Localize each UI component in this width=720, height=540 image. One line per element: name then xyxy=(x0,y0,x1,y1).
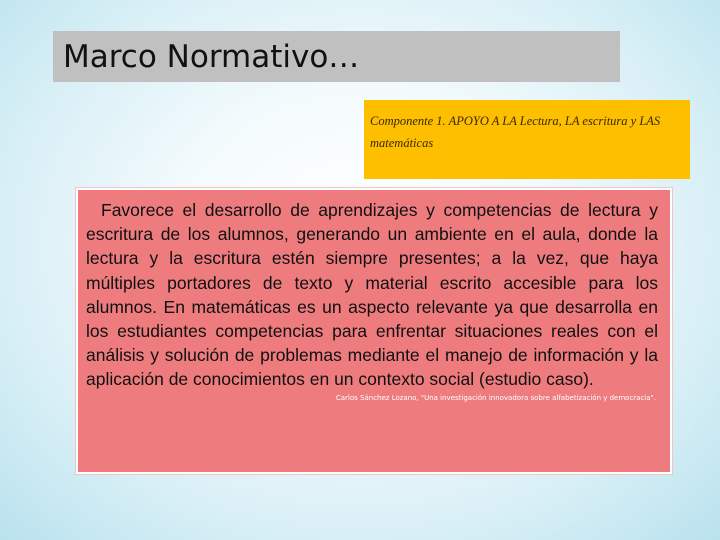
component-banner xyxy=(364,100,690,179)
component-label: Componente 1. APOYO A LA Lectura, LA escritura y LAS matemáticas xyxy=(370,114,661,150)
quote-text: Favorece el desarrollo de aprendizajes y competencias de lectura y escritura de los alumnos, generando un ambiente en el aula, donde la lectura y la escritura estén siempre presentes; a la vez, que haya múltiples portadores de texto y material escrito accesible para los alumnos. En matemáticas es un aspecto relevante ya que desarrolla en los estudiantes competencias para enfrentar situaciones reales con el análisis y solución de problemas mediante el manejo de información y la aplicación de conocimientos en un contexto social (estudio caso). xyxy=(86,200,658,390)
citation: Carlos Sánchez Lozano, "Una investigación innovadora sobre alfabetización y democracia". xyxy=(335,393,656,402)
slide-title: Marco Normativo… xyxy=(63,39,360,75)
title-banner xyxy=(53,31,620,82)
quote-panel xyxy=(76,188,672,474)
